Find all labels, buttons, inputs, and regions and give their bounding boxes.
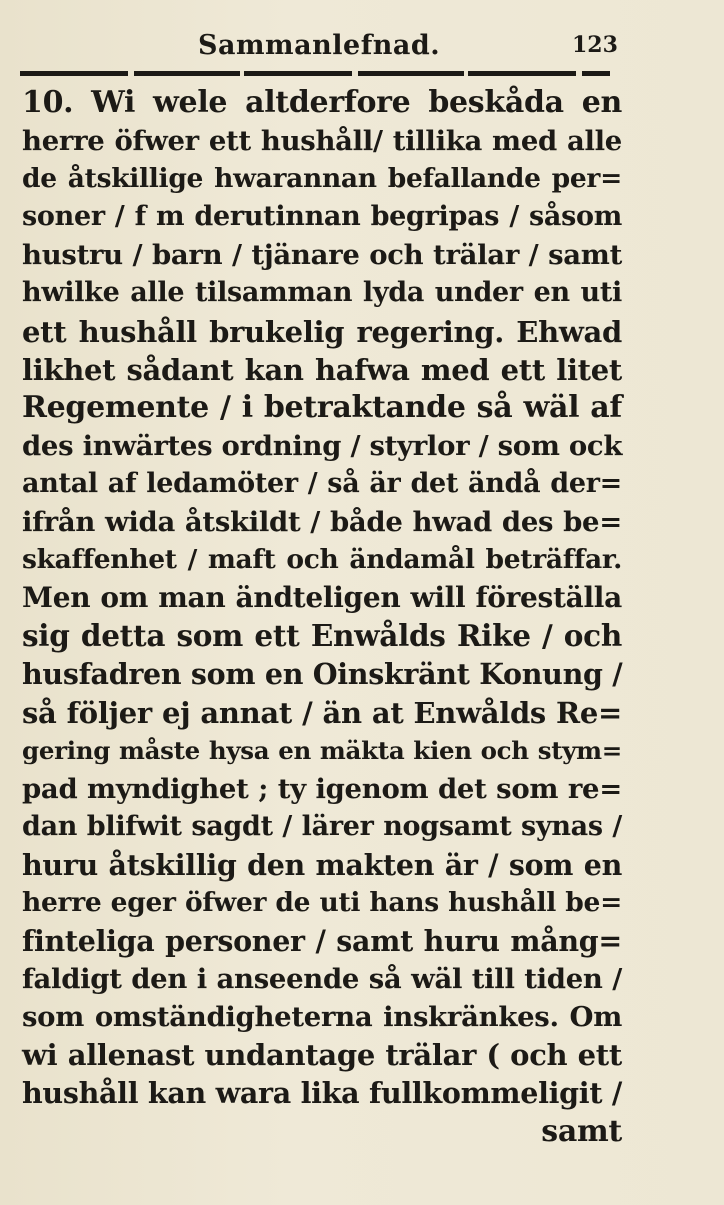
text-line: så följer ej annat / än at Enwålds Re= (22, 695, 622, 730)
text-line: finteliga personer / samt huru mång= (22, 924, 622, 959)
text-line: herre eger öfwer de uti hans hushåll be= (22, 886, 622, 918)
text-line: faldigt den i anseende så wäl till tiden / (22, 963, 622, 996)
text-line: som omständigheterna inskränkes. Om (22, 1001, 622, 1034)
header-rule (20, 71, 610, 76)
text-line: de åtskillige hwarannan befallande per= (22, 163, 622, 195)
catchword: samt (541, 1113, 622, 1149)
text-line: skaffenhet / maft och ändamål beträffar. (22, 544, 622, 576)
text-line: dan blifwit sagdt / lärer nogsamt synas / (22, 810, 622, 842)
body-text (22, 84, 622, 1151)
text-line: pad myndighet ; ty igenom det som re= (22, 772, 622, 805)
text-line: hwilke alle tilsamman lyda under en uti (22, 277, 622, 309)
text-line: 10. Wi wele altderfore beskåda en (22, 85, 622, 120)
text-line: wi allenast undantage trälar ( och ett (22, 1038, 622, 1073)
text-line: des inwärtes ordning / styrlor / som ock (22, 429, 623, 462)
text-line: ifrån wida åtskildt / både hwad des be= (22, 506, 622, 539)
text-line: husfadren som en Oinskränt Konung / (22, 657, 623, 692)
running-head: Sammanlefnad. (198, 30, 441, 61)
text-line: soner / f m derutinnan begripas / såsom (22, 201, 622, 233)
text-line: antal af ledamöter / så är det ändå der= (22, 467, 622, 499)
text-line: hushåll kan wara lika fullkommeligit / (22, 1076, 622, 1111)
text-line: herre öfwer ett hushåll/ tillika med alle (22, 125, 622, 158)
page-header (0, 28, 724, 68)
text-line: likhet sådant kan hafwa med ett litet (22, 352, 622, 387)
text-line: sig detta som ett Enwålds Rike / och (22, 618, 622, 654)
text-line: hustru / barn / tjänare och trälar / samt (22, 239, 622, 272)
text-line: ett hushåll brukelig regering. Ehwad (22, 314, 622, 349)
text-line: Regemente / i betraktande så wäl af (22, 389, 622, 425)
text-line: Men om man ändteligen will föreställa (22, 581, 622, 615)
text-line: gering måste hysa en mäkta kien och stym= (22, 735, 622, 765)
text-line: huru åtskillig den makten är / som en (22, 847, 622, 882)
page-number: 123 (572, 32, 618, 58)
